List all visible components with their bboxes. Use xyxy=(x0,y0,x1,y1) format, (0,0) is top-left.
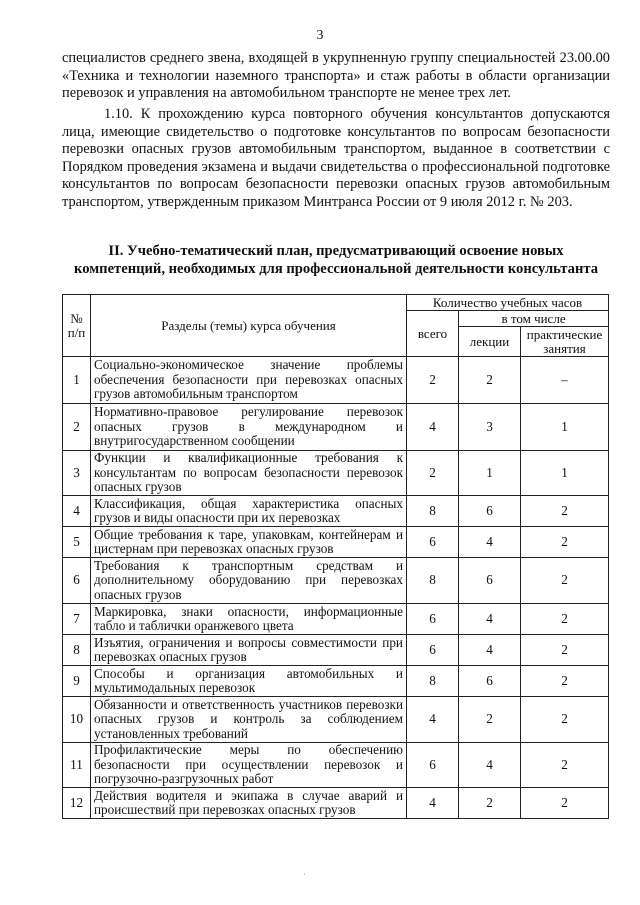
header-total: всего xyxy=(407,311,459,357)
row-practical: 2 xyxy=(521,743,609,788)
row-number: 5 xyxy=(63,527,91,558)
table-row xyxy=(63,635,609,666)
row-total: 8 xyxy=(407,558,459,604)
row-practical: 2 xyxy=(521,788,609,819)
row-practical: 1 xyxy=(521,451,609,496)
row-practical: 2 xyxy=(521,604,609,635)
row-lectures: 2 xyxy=(459,788,521,819)
row-number: 7 xyxy=(63,604,91,635)
row-lectures: 4 xyxy=(459,743,521,788)
row-title: Профилактические меры по обеспечению безопасности при осуществлении перевозок и погрузочно-разгрузочных работ xyxy=(91,743,407,788)
row-total: 6 xyxy=(407,604,459,635)
row-practical: 2 xyxy=(521,558,609,604)
row-lectures: 2 xyxy=(459,357,521,404)
table-row xyxy=(63,496,609,527)
paragraph-continuation xyxy=(62,50,610,103)
row-total: 4 xyxy=(407,404,459,451)
header-practical: практические занятия xyxy=(521,327,609,357)
header-num: № п/п xyxy=(63,295,91,357)
row-lectures: 2 xyxy=(459,697,521,743)
row-title: Социально-экономическое значение проблемы обеспечения безопасности при перевозках опасных грузов автомобильным транспортом xyxy=(91,357,407,404)
table-row xyxy=(63,666,609,697)
row-title: Нормативно-правовое регулирование перевозок опасных грузов в международном и внутригосударственном сообщении xyxy=(91,404,407,451)
row-number: 4 xyxy=(63,496,91,527)
row-practical: 2 xyxy=(521,635,609,666)
section-title: II. Учебно-тематический план, предусматривающий освоение новых компетенций, необходимых для профессиональной деятельности консультанта xyxy=(74,243,598,277)
curriculum-table xyxy=(62,294,609,819)
row-title: Действия водителя и экипажа в случае аварий и происшествий при перевозках опасных грузов xyxy=(91,788,407,819)
row-lectures: 4 xyxy=(459,635,521,666)
row-total: 4 xyxy=(407,788,459,819)
table-row xyxy=(63,404,609,451)
table-row xyxy=(63,558,609,604)
header-lectures: лекции xyxy=(459,327,521,357)
header-sections: Разделы (темы) курса обучения xyxy=(91,295,407,357)
row-title: Обязанности и ответственность участников перевозки опасных грузов и контроль за соблюдением установленных требований xyxy=(91,697,407,743)
row-number: 1 xyxy=(63,357,91,404)
row-total: 4 xyxy=(407,697,459,743)
row-number: 11 xyxy=(63,743,91,788)
row-number: 12 xyxy=(63,788,91,819)
row-practical: – xyxy=(521,357,609,404)
row-lectures: 6 xyxy=(459,496,521,527)
row-lectures: 6 xyxy=(459,666,521,697)
row-title: Требования к транспортным средствам и дополнительному оборудованию при перевозках опасных грузов xyxy=(91,558,407,604)
row-number: 6 xyxy=(63,558,91,604)
row-total: 6 xyxy=(407,635,459,666)
table-row xyxy=(63,451,609,496)
row-total: 2 xyxy=(407,357,459,404)
paragraph-text: 1.10. К прохождению курса повторного обучения консультантов допускаются лица, имеющие свидетельство о подготовке консультантов по вопросам безопасности перевозки опасных грузов автомобильным транспортом, выданное в соответствии с Порядком проведения экзамена и выдачи свидетельства о профессиональной подготовке консультантов по вопросам безопасности перевозки опасных грузов автомобильным транспортом, утвержденным приказом Минтранса России от 9 июля 2012 г. № 203. xyxy=(62,106,610,210)
row-number: 8 xyxy=(63,635,91,666)
paragraph-1-10 xyxy=(62,106,610,211)
row-title: Маркировка, знаки опасности, информационные табло и таблички оранжевого цвета xyxy=(91,604,407,635)
row-title: Изъятия, ограничения и вопросы совместимости при перевозках опасных грузов xyxy=(91,635,407,666)
row-practical: 1 xyxy=(521,404,609,451)
row-title: Функции и квалификационные требования к консультантам по вопросам безопасности перевозок опасных грузов xyxy=(91,451,407,496)
row-lectures: 6 xyxy=(459,558,521,604)
table-row xyxy=(63,357,609,404)
row-lectures: 3 xyxy=(459,404,521,451)
row-title: Способы и организация автомобильных и мультимодальных перевозок xyxy=(91,666,407,697)
row-total: 8 xyxy=(407,496,459,527)
row-practical: 2 xyxy=(521,666,609,697)
page-number: 3 xyxy=(316,28,324,43)
row-total: 8 xyxy=(407,666,459,697)
row-total: 6 xyxy=(407,527,459,558)
table-row xyxy=(63,788,609,819)
row-total: 2 xyxy=(407,451,459,496)
row-lectures: 1 xyxy=(459,451,521,496)
header-including: в том числе xyxy=(459,311,609,327)
table-row xyxy=(63,697,609,743)
table-row xyxy=(63,604,609,635)
row-total: 6 xyxy=(407,743,459,788)
row-number: 10 xyxy=(63,697,91,743)
table-row xyxy=(63,527,609,558)
row-title: Классификация, общая характеристика опасных грузов и виды опасности при их перевозках xyxy=(91,496,407,527)
row-title: Общие требования к таре, упаковкам, контейнерам и цистернам при перевозках опасных грузов xyxy=(91,527,407,558)
table-row xyxy=(63,743,609,788)
row-practical: 2 xyxy=(521,527,609,558)
row-practical: 2 xyxy=(521,697,609,743)
row-practical: 2 xyxy=(521,496,609,527)
paragraph-text: специалистов среднего звена, входящей в укрупненную группу специальностей 23.00.00 «Техника и технологии наземного транспорта» и стаж работы в области организации перевозок и управления на автомобильном транспорте не менее трех лет. xyxy=(62,50,610,101)
header-hours: Количество учебных часов xyxy=(407,295,609,311)
row-lectures: 4 xyxy=(459,527,521,558)
row-lectures: 4 xyxy=(459,604,521,635)
row-number: 9 xyxy=(63,666,91,697)
row-number: 2 xyxy=(63,404,91,451)
scan-artifact-dot: · xyxy=(303,870,306,879)
row-number: 3 xyxy=(63,451,91,496)
